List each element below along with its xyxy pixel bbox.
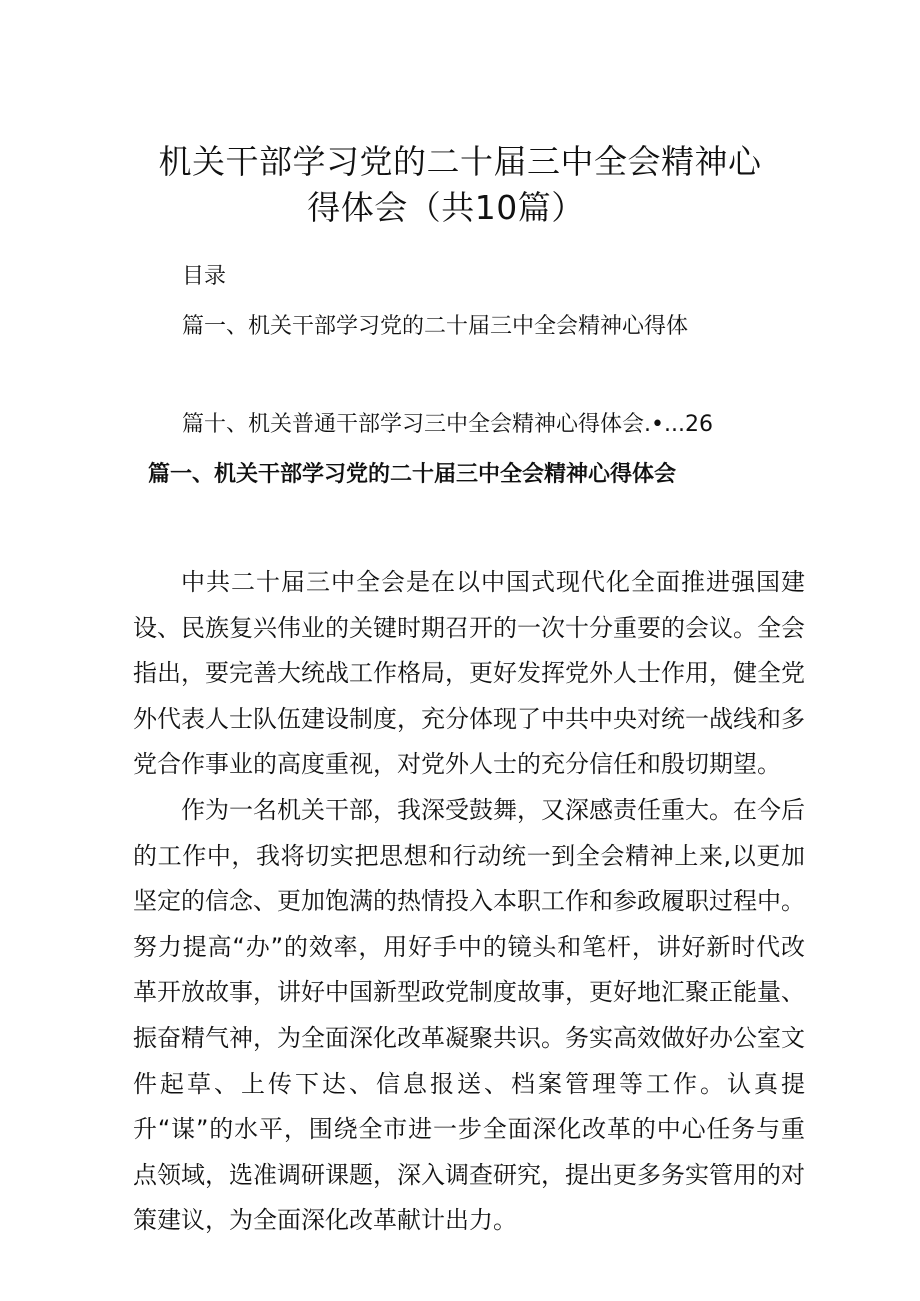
paragraph-2: 作为一名机关干部，我深受鼓舞，又深感责任重大。在今后的工作中，我将切实把思想和行动统一到全会精神上来,以更加坚定的信念、更加饱满的热情投入本职工作和参政履职过程中。努力提高“办”的效率，用好手中的镜头和笔杆，讲好新时代改革开放故事，讲好中国新型政党制度故事，更好地汇聚正能量、振奋精气神，为全面深化改革凝聚共识。务实高效做好办公室文件起草、上传下达、信息报送、档案管理等工作。认真提升“谋”的水平，围绕全市进一步全面深化改革的中心任务与重点领域，选准调研课题，深入调查研究，提出更多务实管用的对策建议，为全面深化改革献计出力。: [133, 795, 805, 1235]
toc-label: 目录: [182, 264, 227, 289]
section-body: [133, 560, 805, 1244]
toc-item-1[interactable]: 篇一、机关干部学习党的二十届三中全会精神心得体: [182, 314, 689, 339]
toc-item-10[interactable]: 篇十、机关普通干部学习三中全会精神心得体会.•...26: [182, 412, 713, 437]
document-title-line-2: 得体会（共10篇）: [307, 188, 585, 227]
section-heading: 篇一、机关干部学习党的二十届三中全会精神心得体会: [148, 462, 677, 487]
document-title-line-1: 机关干部学习党的二十届三中全会精神心: [158, 142, 762, 181]
paragraph-1: 中共二十届三中全会是在以中国式现代化全面推进强国建设、民族复兴伟业的关键时期召开的一次十分重要的会议。全会指出，要完善大统战工作格局，更好发挥党外人士作用，健全党外代表人士队伍建设制度，充分体现了中共中央对统一战线和多党合作事业的高度重视，对党外人士的充分信任和殷切期望。: [133, 568, 805, 779]
